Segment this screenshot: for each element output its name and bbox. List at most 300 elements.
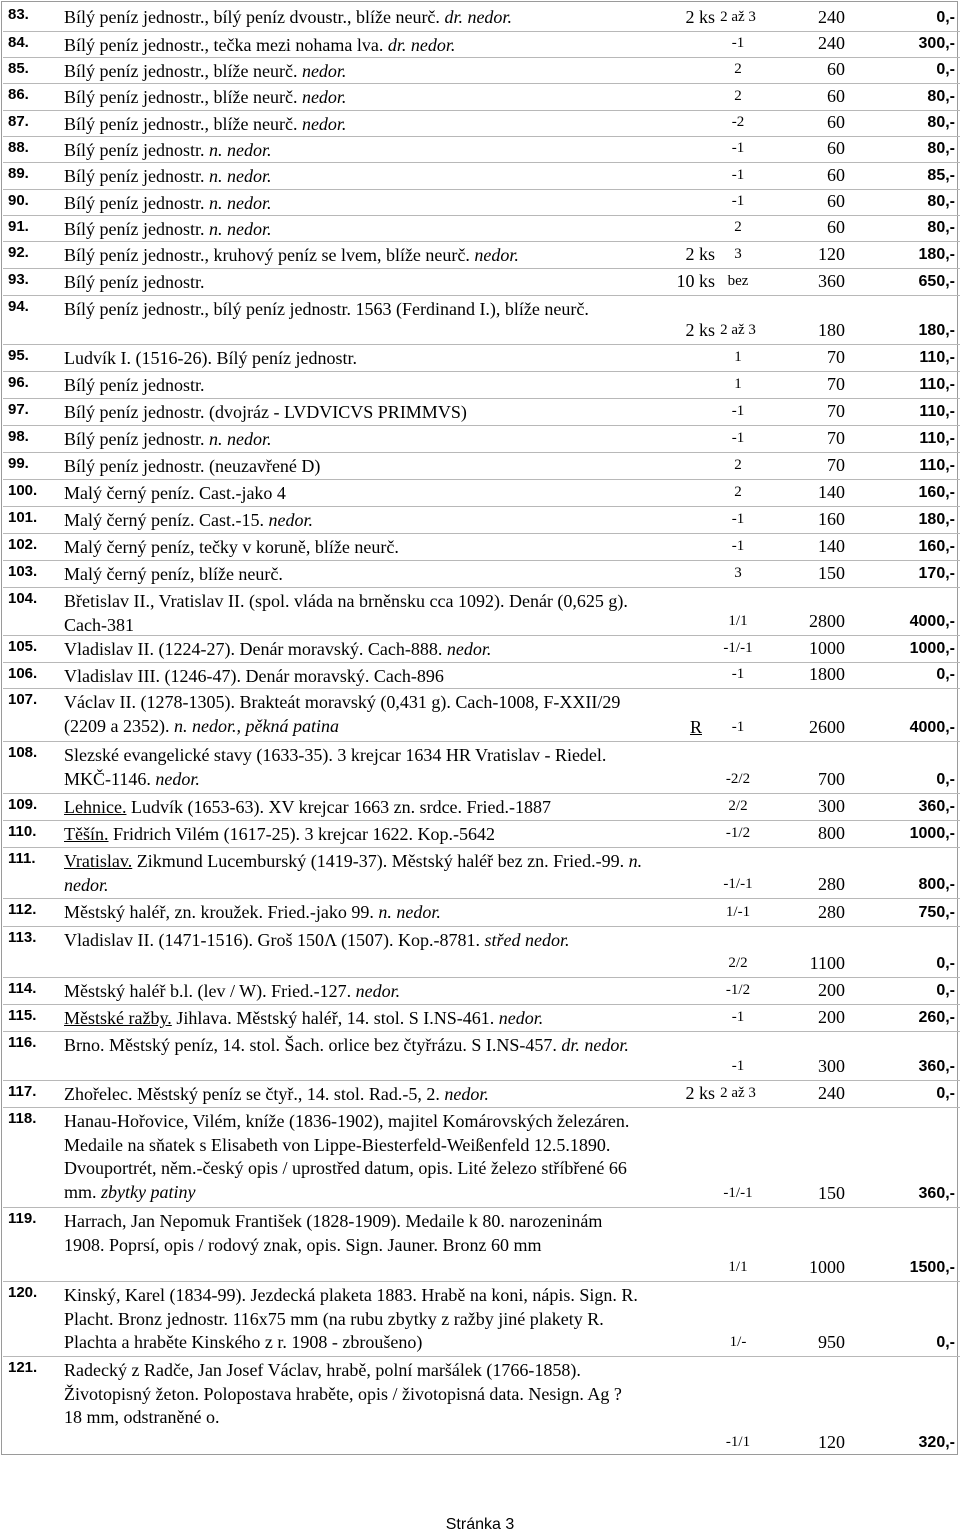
lot-grade: 1 [734,376,742,392]
lot-number: 93. [8,271,29,288]
final-price: 360,- [918,798,955,815]
lot-grade: 2 [734,484,742,500]
lot-row [3,163,960,190]
lot-row [3,269,960,296]
description-text: Jihlava. Městský haléř, 14. stol. S I.NS-461. [171,1008,499,1028]
final-price: 85,- [927,167,955,184]
starting-price: 140 [818,482,845,502]
lot-grade: 3 [734,246,742,262]
description-place: Těšín. [64,824,109,844]
lot-description [64,1007,644,1031]
lot-grade: -1 [731,35,745,51]
lot-grade: -1 [731,403,745,419]
rarity-mark: R [689,717,702,737]
lot-grade: 1/1 [728,613,748,629]
lot-description [64,1284,644,1355]
final-price: 80,- [927,114,955,131]
lot-description [64,482,644,506]
lot-row [3,111,960,137]
lot-description [64,850,644,897]
description-text: Vladislav II. (1224-27). Denár moravský. Cach-888. [64,639,447,659]
lot-number: 113. [8,929,37,946]
lot-number: 101. [8,509,38,526]
lot-description [64,929,644,953]
lot-quantity: 2 ks [685,1083,715,1103]
lot-row [3,1108,960,1208]
lot-grade: -1/2 [725,982,751,998]
description-italic: nedor. [474,245,519,265]
starting-price: 60 [827,191,845,211]
lot-row [3,480,960,507]
starting-price: 360 [818,271,845,291]
lot-grade: -1/-1 [723,876,753,892]
lot-grade: 2 až 3 [720,1085,756,1101]
lot-row [3,1032,960,1081]
description-italic: nedor. [268,510,313,530]
final-price: 0,- [936,666,955,683]
description-place: Vratislav. [64,851,133,871]
description-italic: dr. nedor. [387,35,456,55]
lot-row [3,899,960,927]
lot-number: 92. [8,244,29,261]
final-price: 360,- [918,1185,955,1202]
lot-description [64,271,644,295]
description-text: Fridrich Vilém (1617-25). 3 krejcar 1622. Kop.-5642 [108,824,496,844]
starting-price: 700 [818,769,845,789]
description-text: Bílý peníz jednostr. [64,219,209,239]
description-text: Bílý peníz jednostr. [64,140,209,160]
description-italic: nedor. [444,1084,489,1104]
lot-row [3,588,960,636]
page-footer: Stránka 3 [445,1516,515,1533]
lot-number: 120. [8,1284,38,1301]
description-text: Kinský, Karel (1834-99). Jezdecká plaketa 1883. Hrabě na koni, nápis. Sign. R. Placht. Bronz jednostr. 116x75 mm (na rubu zbytky z ražby jiné plakety R. Plachta a hraběte Kinského z r. 1908 - zbroušeno) [64,1285,638,1352]
description-text: Bílý peníz jednostr. (neuzavřené D) [64,456,321,476]
lot-number: 103. [8,563,38,580]
lot-grade: -2/2 [725,771,751,787]
starting-price: 120 [818,1432,845,1452]
lot-row [3,848,960,899]
lot-grade: 2 [734,457,742,473]
lot-row [3,4,960,32]
description-italic: n. nedor. [208,193,272,213]
lot-grade: -2 [731,114,745,130]
lot-number: 94. [8,298,29,315]
lot-row [3,32,960,58]
starting-price: 300 [818,796,845,816]
final-price: 320,- [918,1434,955,1451]
lot-number: 95. [8,347,29,364]
lot-number: 99. [8,455,29,472]
lot-grade: bez [727,273,749,289]
final-price: 0,- [936,982,955,999]
description-text: Bílý peníz jednostr., bílý peníz dvoustr., blíže neurč. [64,7,445,27]
description-text: Městský haléř, zn. kroužek. Fried.-jako 99. [64,902,379,922]
lot-grade: 3 [734,565,742,581]
lot-description [64,1083,644,1107]
lot-number: 102. [8,536,38,553]
lot-number: 117. [8,1083,37,1100]
description-italic: n. nedor. [208,219,272,239]
final-price: 800,- [918,876,955,893]
starting-price: 60 [827,59,845,79]
starting-price: 200 [818,1007,845,1027]
description-italic: nedor. [498,1008,544,1028]
lot-row [3,1081,960,1108]
lot-row [3,372,960,399]
lot-number: 116. [8,1034,37,1051]
lot-description [64,536,644,560]
starting-price: 60 [827,112,845,132]
lot-row [3,663,960,689]
description-italic: n. nedor. [208,429,272,449]
lot-row [3,1282,960,1357]
starting-price: 800 [818,823,845,843]
final-price: 4000,- [909,613,955,630]
starting-price: 1800 [809,664,845,684]
lot-row [3,190,960,216]
final-price: 0,- [936,1334,955,1351]
lot-description [64,1359,644,1430]
description-italic: nedor. [446,639,492,659]
starting-price: 70 [827,347,845,367]
starting-price: 160 [818,509,845,529]
lot-grade: 1 [734,349,742,365]
description-italic: nedor. [301,87,347,107]
lot-description [64,744,644,791]
description-italic: zbytky patiny [101,1181,196,1202]
description-text: Hanau-Hořovice, Vilém, kníže (1836-1902), majitel Komárovských železáren. Medaile na sňatek s Elisabeth von Lippe-Biesterfeld-Weißenfeld 12.5.1890. Dvouportrét, něm.-český opis / uprostřed datum, opis. Lité železo stříbřené 66 mm. [64,1111,630,1202]
description-italic: n. nedor. [378,902,441,922]
lot-description [64,218,644,242]
starting-price: 180 [818,320,845,340]
lot-description [64,60,644,84]
lot-grade: -1 [731,538,745,554]
description-text: Slezské evangelické stavy (1633-35). 3 krejcar 1634 HR Vratislav - Riedel. MKČ-1146. [64,745,607,789]
lot-grade: -1/1 [725,1434,751,1450]
starting-price: 280 [818,874,845,894]
lot-grade: -1/2 [725,825,751,841]
final-price: 300,- [918,35,955,52]
description-text: Malý černý peníz, tečky v koruně, blíže neurč. [64,537,399,557]
lot-number: 119. [8,1210,37,1227]
final-price: 110,- [919,403,955,420]
final-price: 160,- [918,484,955,501]
final-price: 110,- [919,376,955,393]
final-price: 80,- [927,193,955,210]
lot-row [3,453,960,480]
description-text: Bílý peníz jednostr., bílý peníz jednostr. 1563 (Ferdinand I.), blíže neurč. [64,299,589,319]
description-text: Zikmund Lucemburský (1419-37). Městský haléř bez zn. Fried.-99. [132,851,629,871]
lot-description [64,139,644,163]
lot-number: 110. [8,823,37,840]
lot-description [64,86,644,110]
final-price: 0,- [936,61,955,78]
description-text: Ludvík I. (1516-26). Bílý peníz jednostr. [64,348,357,368]
starting-price: 950 [818,1332,845,1352]
description-text: Bílý peníz jednostr., blíže neurč. [64,61,302,81]
description-text: Bílý peníz jednostr. [64,429,209,449]
lot-description [64,374,644,398]
starting-price: 70 [827,374,845,394]
lot-number: 89. [8,165,29,182]
description-place: Městské ražby. [64,1008,172,1028]
final-price: 180,- [918,246,955,263]
lot-description [64,796,644,820]
description-italic: nedor. [301,61,347,81]
lot-description [64,1034,644,1058]
lot-row [3,216,960,242]
final-price: 360,- [918,1058,955,1075]
lot-description [64,980,644,1004]
starting-price: 280 [818,902,845,922]
final-price: 170,- [918,565,955,582]
lot-grade: 2/2 [728,955,748,971]
starting-price: 70 [827,401,845,421]
lot-row [3,1357,960,1456]
final-price: 0,- [936,9,955,26]
final-price: 110,- [919,349,955,366]
lot-row [3,345,960,372]
lot-row [3,636,960,663]
lot-grade: 2 [734,88,742,104]
lot-number: 108. [8,744,38,761]
lot-description [64,34,644,58]
description-italic: n. nedor., pěkná patina [173,715,339,736]
lot-grade: -1 [731,511,745,527]
final-price: 0,- [936,771,955,788]
lot-number: 109. [8,796,38,813]
lot-row [3,821,960,848]
lot-number: 87. [8,113,29,130]
lot-description [64,665,644,689]
lot-description [64,563,644,587]
starting-price: 120 [818,244,845,264]
final-price: 110,- [919,430,955,447]
description-text: Malý černý peníz. Cast.-15. [64,510,269,530]
lot-grade: 2 [734,61,742,77]
starting-price: 60 [827,86,845,106]
final-price: 0,- [936,955,955,972]
description-text: Zhořelec. Městský peníz se čtyř., 14. stol. Rad.-5, 2. [64,1084,445,1104]
final-price: 1000,- [909,640,955,657]
description-italic: n. nedor. [64,851,643,895]
lot-number: 86. [8,86,29,103]
lot-row [3,84,960,111]
lot-grade: 1/-1 [725,904,751,920]
lot-description [64,823,644,847]
lot-row [3,978,960,1005]
description-text: Bílý peníz jednostr., kruhový peníz se lvem, blíže neurč. [64,245,475,265]
description-text: Bílý peníz jednostr. [64,193,209,213]
lot-number: 90. [8,192,29,209]
description-place: Lehnice. [64,797,127,817]
description-text: Bílý peníz jednostr., blíže neurč. [64,87,302,107]
starting-price: 2600 [809,717,845,737]
lot-description [64,901,644,925]
starting-price: 70 [827,455,845,475]
final-price: 4000,- [909,719,955,736]
lot-row [3,794,960,821]
lot-number: 104. [8,590,38,607]
starting-price: 300 [818,1056,845,1076]
description-italic: nedor. [355,981,401,1001]
lot-row [3,689,960,742]
lot-description [64,455,644,479]
final-price: 110,- [919,457,955,474]
lot-grade: -1 [731,167,745,183]
description-text: Vladislav III. (1246-47). Denár moravský. Cach-896 [64,666,444,686]
lot-number: 91. [8,218,29,235]
lot-number: 107. [8,691,38,708]
final-price: 180,- [918,322,955,339]
lot-quantity: 2 ks [685,320,715,340]
lot-number: 121. [8,1359,38,1376]
final-price: 80,- [927,219,955,236]
description-italic: n. nedor. [208,140,272,160]
final-price: 650,- [918,273,955,290]
lot-description [64,691,644,738]
lot-row [3,534,960,561]
lot-grade: 2 až 3 [720,322,756,338]
lot-number: 85. [8,60,29,77]
final-price: 1000,- [909,825,955,842]
lot-description [64,244,644,268]
lot-number: 118. [8,1110,37,1127]
lot-row [3,242,960,269]
lot-grade: -1/-1 [723,1185,753,1201]
starting-price: 2800 [809,611,845,631]
lot-quantity: 2 ks [685,244,715,264]
lot-grade: 1/- [729,1334,747,1350]
final-price: 1500,- [909,1259,955,1276]
description-text: Bílý peníz jednostr. [64,272,205,292]
lot-grade: -1 [731,666,745,682]
lot-row [3,507,960,534]
lot-quantity: 10 ks [676,271,715,291]
lot-number: 88. [8,139,29,156]
description-text: Harrach, Jan Nepomuk František (1828-1909). Medaile k 80. narozeninám 1908. Poprsí, opis / rodový znak, opis. Sign. Jauner. Bronz 60 mm [64,1211,603,1255]
lot-quantity: 2 ks [685,7,715,27]
final-price: 80,- [927,140,955,157]
description-italic: dr. nedor. [444,7,512,27]
starting-price: 60 [827,217,845,237]
lot-description [64,298,644,322]
lot-description [64,113,644,137]
lot-number: 96. [8,374,29,391]
starting-price: 140 [818,536,845,556]
lot-description [64,638,644,662]
lot-row [3,927,960,978]
lot-row [3,1208,960,1282]
lot-row [3,561,960,588]
lot-number: 105. [8,638,38,655]
lot-grade: 2 až 3 [720,9,756,25]
lot-grade: 2 [734,219,742,235]
starting-price: 1000 [809,638,845,658]
description-text: Václav II. (1278-1305). Brakteát moravský (0,431 g). Cach-1008, F-XXII/29 (2209 a 2352). [64,692,621,736]
lot-grade: 1/1 [728,1259,748,1275]
description-italic: nedor. [155,768,200,789]
description-text: Bílý peníz jednostr. [64,166,209,186]
lot-description [64,1210,644,1257]
description-text: Břetislav II., Vratislav II. (spol. vláda na brněnsku cca 1092). Denár (0,625 g). Cach-381 [64,591,628,635]
starting-price: 60 [827,138,845,158]
description-italic: dr. nedor. [561,1035,629,1055]
lot-number: 115. [8,1007,37,1024]
description-text: Malý černý peníz, blíže neurč. [64,564,283,584]
lot-grade: -1 [731,1058,745,1074]
lot-description [64,590,644,637]
lot-number: 83. [8,6,29,23]
lot-row [3,399,960,426]
lot-row [3,742,960,794]
lot-grade: -1 [731,430,745,446]
lot-description [64,6,644,30]
lot-description [64,165,644,189]
lot-description [64,401,644,425]
description-text: Bílý peníz jednostr., blíže neurč. [64,114,302,134]
description-text: Městský haléř b.l. (lev / W). Fried.-127. [64,981,356,1001]
description-italic: n. nedor. [208,166,272,186]
description-italic: nedor. [301,114,347,134]
starting-price: 70 [827,428,845,448]
lot-number: 98. [8,428,29,445]
lot-grade: 2/2 [728,798,748,814]
description-text: Bílý peníz jednostr. [64,375,205,395]
lot-description [64,509,644,533]
final-price: 0,- [936,1085,955,1102]
starting-price: 60 [827,165,845,185]
description-text: Bílý peníz jednostr. (dvojráz - LVDVICVS PRIMMVS) [64,402,467,422]
lot-row [3,137,960,163]
lot-number: 100. [8,482,38,499]
final-price: 180,- [918,511,955,528]
starting-price: 150 [818,563,845,583]
description-text: Vladislav II. (1471-1516). Groš 150Λ (1507). Kop.-8781. [64,930,485,950]
final-price: 750,- [918,904,955,921]
starting-price: 240 [818,1083,845,1103]
lot-grade: -1 [731,719,745,735]
lot-description [64,192,644,216]
lot-number: 114. [8,980,37,997]
lot-grade: -1 [731,140,745,156]
final-price: 260,- [918,1009,955,1026]
description-text: Ludvík (1653-63). XV krejcar 1663 zn. srdce. Fried.-1887 [126,797,552,817]
final-price: 160,- [918,538,955,555]
starting-price: 240 [818,7,845,27]
starting-price: 1000 [809,1257,845,1277]
starting-price: 1100 [809,953,845,973]
description-text: Malý černý peníz. Cast.-jako 4 [64,483,286,503]
starting-price: 240 [818,33,845,53]
lot-row [3,426,960,453]
description-text: Radecký z Radče, Jan Josef Václav, hrabě, polní maršálek (1766-1858). Životopisný žeton. Polopostava hraběte, opis / životopisná data. Nesign. Ag ? 18 mm, odstraněné o. [64,1360,622,1427]
lot-description [64,428,644,452]
lot-number: 84. [8,34,29,51]
description-italic: střed nedor. [484,930,570,950]
lot-number: 97. [8,401,29,418]
starting-price: 200 [818,980,845,1000]
description-text: Bílý peníz jednostr., tečka mezi nohama lva. [64,35,388,55]
lot-grade: -1 [731,1009,745,1025]
lot-grade: -1/-1 [723,640,753,656]
lot-description [64,1110,644,1204]
lot-number: 106. [8,665,38,682]
final-price: 80,- [927,88,955,105]
lot-description [64,347,644,371]
lot-row [3,58,960,84]
